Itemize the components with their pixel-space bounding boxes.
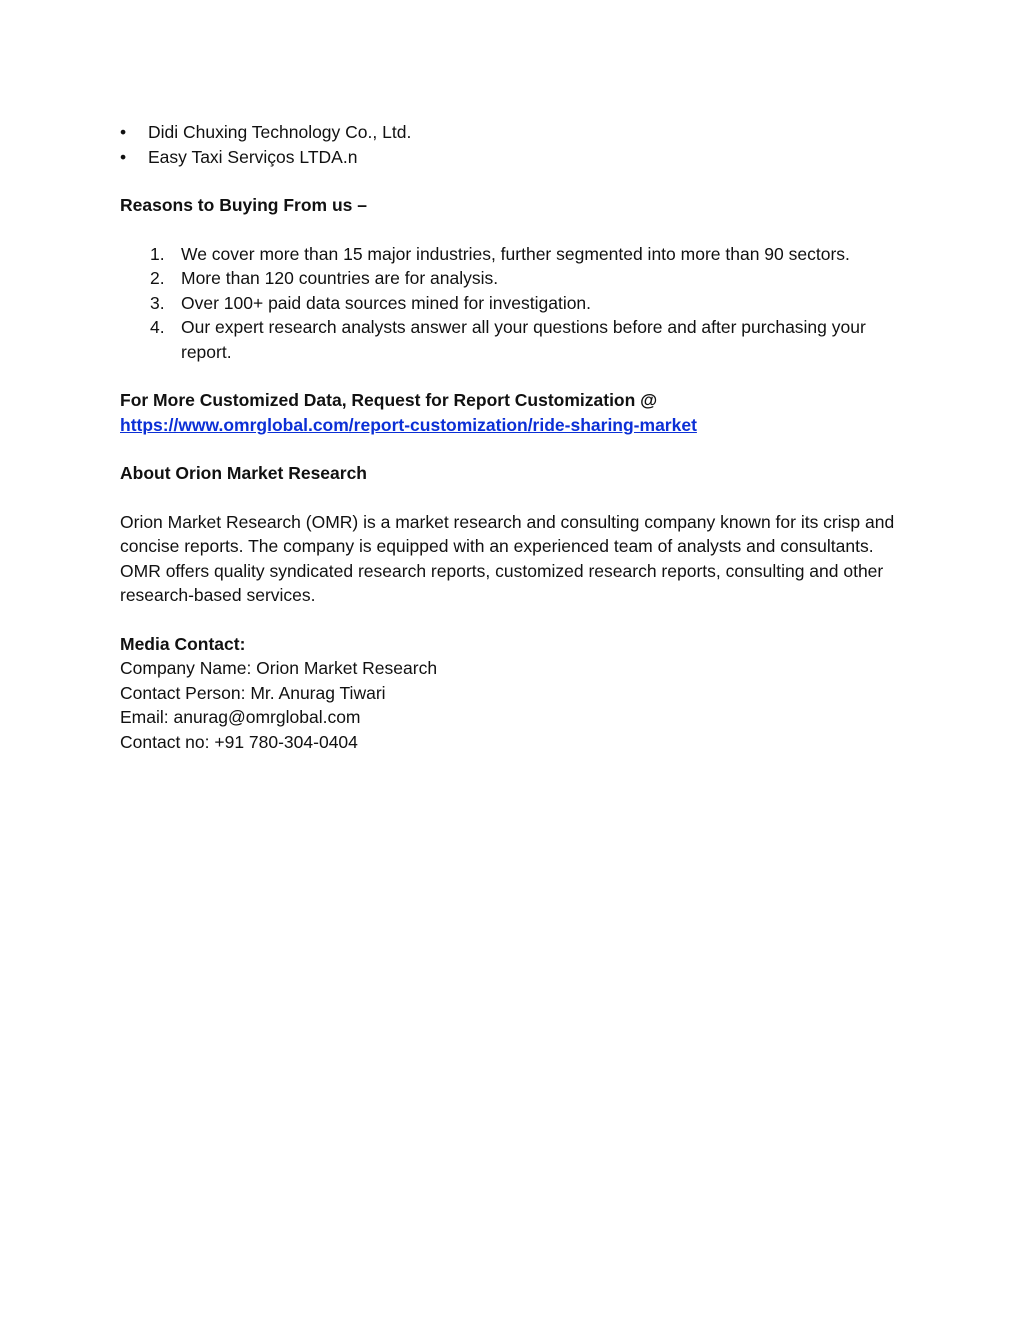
document-content	[120, 120, 910, 754]
competitor-name: Easy Taxi Serviços LTDA.n	[148, 146, 358, 167]
reason-text: We cover more than 15 major industries, further segmented into more than 90 sectors.	[181, 243, 850, 264]
media-contact-heading: Media Contact:	[120, 633, 246, 654]
reason-text: More than 120 countries are for analysis.	[181, 268, 499, 288]
list-item	[120, 145, 910, 170]
list-item	[120, 266, 910, 291]
reason-text: Our expert research analysts answer all your questions before and after purchasing your report.	[181, 317, 866, 362]
list-item	[120, 242, 910, 267]
contact-phone: Contact no: +91 780-304-0404	[120, 731, 358, 752]
customization-link[interactable]: https://www.omrglobal.com/report-customization/ride-sharing-market	[120, 414, 697, 435]
list-number: 4.	[150, 317, 165, 337]
list-item	[120, 291, 910, 316]
company-name: Company Name: Orion Market Research	[120, 658, 438, 678]
list-number: 1.	[150, 243, 165, 264]
competitor-name: Didi Chuxing Technology Co., Ltd.	[148, 122, 412, 142]
bullet-icon: •	[120, 122, 127, 142]
about-paragraph: Orion Market Research (OMR) is a market research and consulting company known for its crisp and concise reports. The company is equipped with an experienced team of analysts and consultants. OMR offers quality syndicated research reports, customized research reports, consulting and other research-based services.	[120, 511, 895, 605]
about-heading: About Orion Market Research	[120, 463, 367, 483]
contact-email: Email: anurag@omrglobal.com	[120, 707, 361, 727]
list-number: 3.	[150, 292, 165, 313]
competitor-list	[120, 120, 910, 169]
list-item	[120, 120, 910, 145]
contact-person: Contact Person: Mr. Anurag Tiwari	[120, 682, 386, 703]
customization-heading: For More Customized Data, Request for Report Customization @	[120, 390, 658, 410]
reasons-list	[120, 242, 910, 365]
list-item	[120, 315, 910, 364]
bullet-icon: •	[120, 146, 127, 167]
list-number: 2.	[150, 268, 165, 288]
reason-text: Over 100+ paid data sources mined for investigation.	[181, 292, 592, 313]
reasons-heading: Reasons to Buying From us –	[120, 195, 367, 215]
